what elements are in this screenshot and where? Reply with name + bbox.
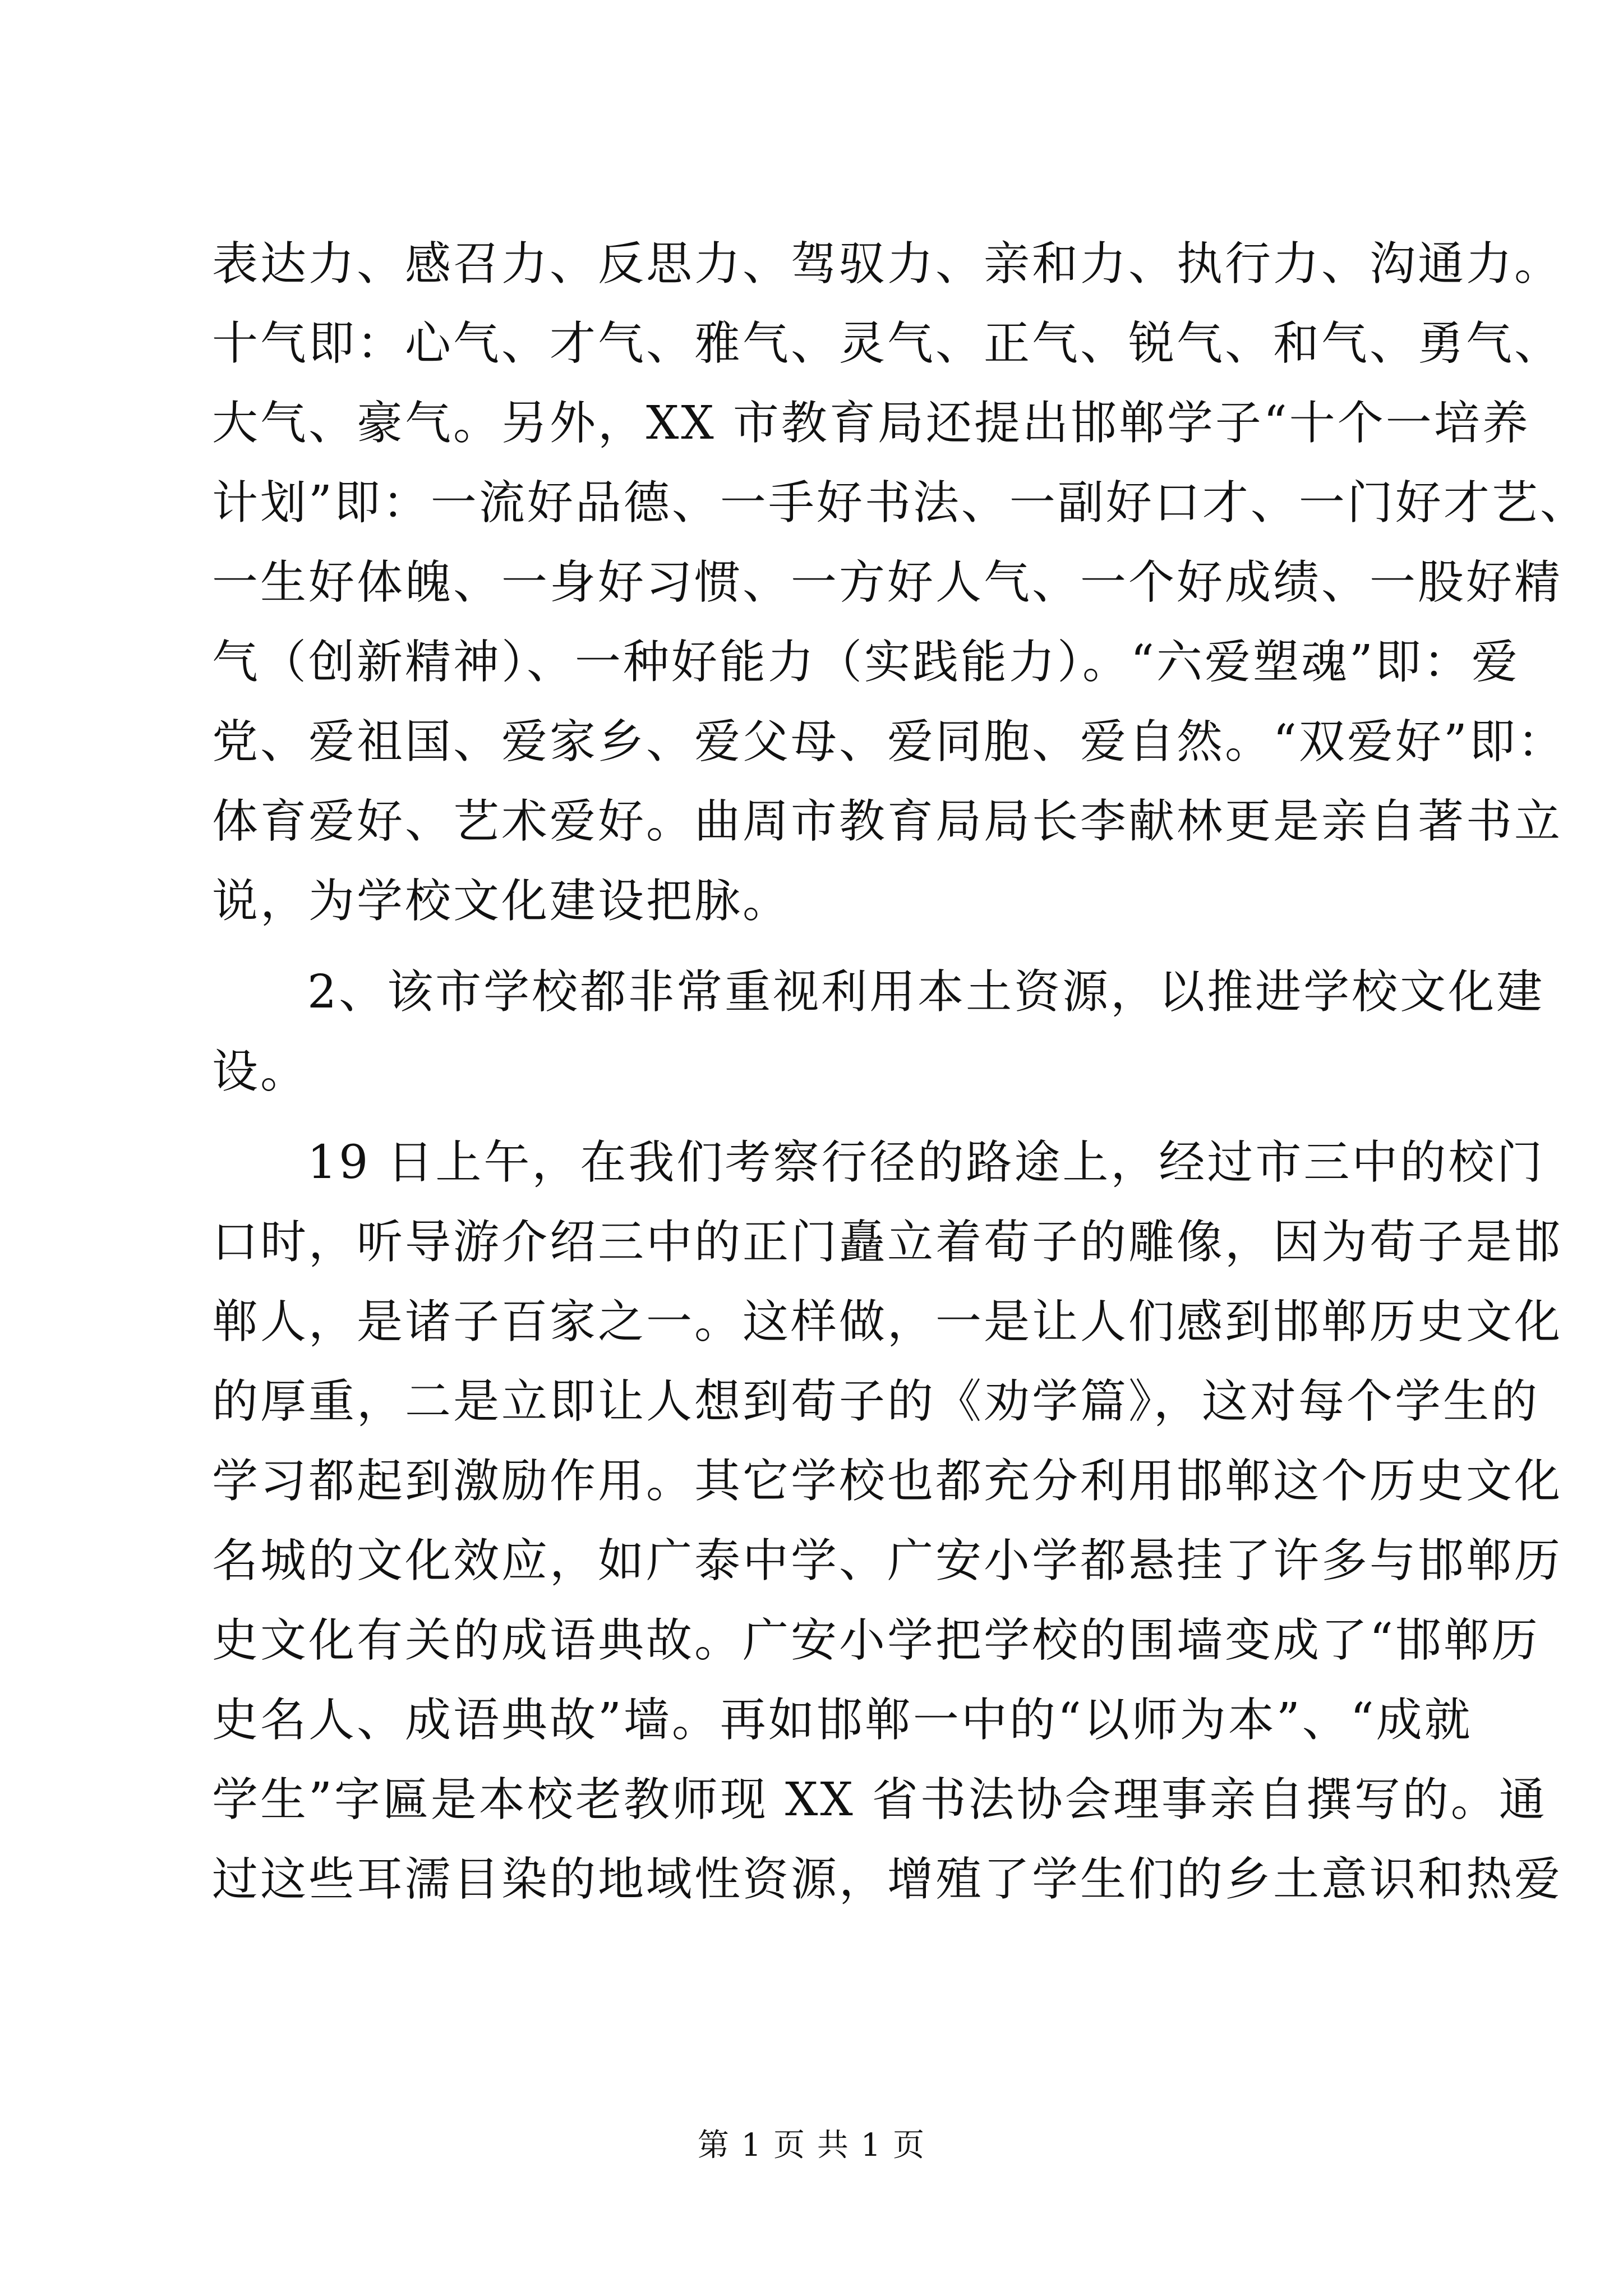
text-line: 口时，听导游介绍三中的正门矗立着荀子的雕像，因为荀子是邯 [212, 1216, 1563, 1269]
text-line: 史文化有关的成语典故。广安小学把学校的围墙变成了“邯郸历 [212, 1614, 1540, 1667]
paragraph-3 [212, 1123, 1563, 1920]
text-line: 学生”字匾是本校老教师现 XX 省书法协会理事亲自撰写的。通 [212, 1773, 1547, 1826]
paragraph-1 [212, 224, 1588, 941]
text-line: 郸人，是诸子百家之一。这样做，一是让人们感到邯郸历史文化 [212, 1295, 1563, 1349]
text-line: 十气即：心气、才气、雅气、灵气、正气、锐气、和气、勇气、 [212, 317, 1563, 370]
text-line: 计划”即：一流好品德、一手好书法、一副好口才、一门好才艺、 [212, 476, 1588, 530]
page-number-label: 第 1 页 共 1 页 [697, 2127, 926, 2164]
text-line: 19 日上午，在我们考察行径的路途上，经过市三中的校门 [307, 1136, 1545, 1189]
text-line: 体育爱好、艺术爱好。曲周市教育局局长李献林更是亲自著书立 [212, 795, 1563, 848]
paragraph-2 [212, 953, 1545, 1112]
text-line: 设。 [212, 1045, 309, 1098]
text-line: 史名人、成语典故”墙。再如邯郸一中的“以师为本”、“成就 [212, 1694, 1473, 1747]
text-line: 党、爱祖国、爱家乡、爱父母、爱同胞、爱自然。“双爱好”即： [212, 715, 1566, 769]
text-line: 一生好体魄、一身好习惯、一方好人气、一个好成绩、一股好精 [212, 556, 1563, 609]
text-line: 气（创新精神）、一种好能力（实践能力）。“六爱塑魂”即：爱 [212, 636, 1520, 689]
text-line: 的厚重，二是立即让人想到荀子的《劝学篇》，这对每个学生的 [212, 1375, 1540, 1428]
text-line: 学习都起到激励作用。其它学校也都充分利用邯郸这个历史文化 [212, 1455, 1563, 1508]
text-line: 过这些耳濡目染的地域性资源，增殖了学生们的乡土意识和热爱 [212, 1853, 1563, 1906]
text-line: 2、该市学校都非常重视利用本土资源，以推进学校文化建 [307, 965, 1545, 1019]
text-line: 大气、豪气。另外，XX 市教育局还提出邯郸学子“十个一培养 [212, 397, 1530, 450]
document-body [212, 224, 1588, 1920]
page-footer [0, 2120, 1623, 2165]
text-line: 表达力、感召力、反思力、驾驭力、亲和力、执行力、沟通力。 [212, 237, 1563, 291]
text-line: 说，为学校文化建设把脉。 [212, 875, 791, 928]
text-line: 名城的文化效应，如广泰中学、广安小学都悬挂了许多与邯郸历 [212, 1534, 1563, 1588]
